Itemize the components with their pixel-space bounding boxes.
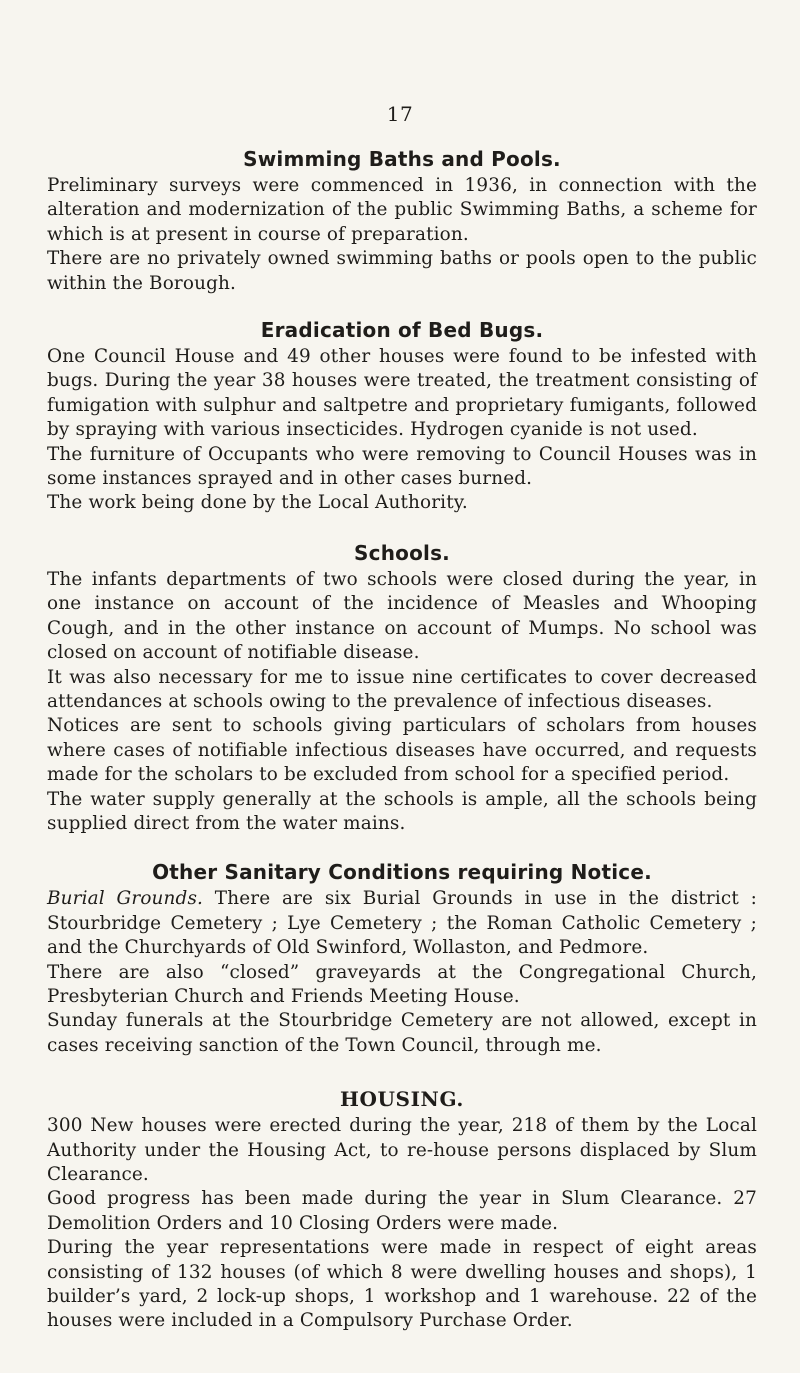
paragraph-bed-bugs-3: The work being done by the Local Authority. [47, 492, 468, 514]
paragraph-bed-bugs-2: The furniture of Occupants who were removing to Council Houses was in some instances sprayed and in other cases burned. [47, 443, 757, 490]
paragraph-swimming-2: There are no privately owned swimming baths or pools open to the public within the Borough. [47, 248, 757, 294]
paragraph-swimming-1: Preliminary surveys were commenced in 1936, in connection with the alteration and modernization of the public Swimming Baths, a scheme for which is at present in course of preparation. [47, 175, 757, 245]
section-swimming [47, 145, 757, 296]
section-title-housing: HOUSING. [340, 1087, 464, 1112]
paragraph-housing-1: 300 New houses were erected during the year, 218 of them by the Local Authority under the Housing Act, to re-house persons displaced by Slum Clearance. [47, 1115, 757, 1185]
paragraph-sanitary-2: There are also “closed” graveyards at the Congregational Church, Presbyterian Church and Friends Meeting House. [47, 961, 757, 1007]
section-bed-bugs [47, 316, 757, 516]
section-title-swimming: Swimming Baths and Pools. [243, 147, 561, 171]
section-schools [47, 539, 757, 836]
paragraph-bed-bugs-1: One Council House and 49 other houses were found to be infested with bugs. During the year 38 houses were treated, the treatment consisting of fumigation with sulphur and saltpetre and proprietary fumigants, followed by spraying with various insecticides. Hydrogen cyanide is not used. [47, 346, 757, 441]
section-title-bed-bugs: Eradication of Bed Bugs. [260, 318, 544, 343]
paragraph-housing-3: During the year representations were made in respect of eight areas consisting of 132 houses (of which 8 were dwelling houses and shops), 1 builder’s yard, 2 lock-up shops, 1 workshop and 1 warehouse. 22 of the houses were included in a Compulsory Purchase Order. [47, 1237, 757, 1332]
section-sanitary [47, 858, 757, 1058]
page-number: 17 [386, 102, 414, 126]
paragraph-sanitary-3: Sunday funerals at the Stourbridge Cemetery are not allowed, except in cases receiving sanction of the Town Council, through me. [47, 1010, 757, 1056]
paragraph-schools-2: It was also necessary for me to issue nine certificates to cover decreased attendances at schools owing to the prevalence of infectious diseases. [47, 666, 757, 712]
paragraph-housing-2: Good progress has been made during the year in Slum Clearance. 27 Demolition Orders and 10 Closing Orders were made. [47, 1188, 757, 1234]
paragraph-sanitary-1 [47, 887, 757, 960]
burial-grounds-text: There are six Burial Grounds in use in the district : Stourbridge Cemetery ; Lye Cemetery ; the Roman Catholic Cemetery ; and the Churchyards of Old Swinford, Wollaston, and Pedmore. [47, 888, 757, 959]
section-title-sanitary: Other Sanitary Conditions requiring Notice. [152, 860, 652, 885]
paragraph-schools-4: The water supply generally at the schools is ample, all the schools being supplied direct from the water mains. [47, 788, 757, 834]
section-housing [47, 1085, 757, 1334]
page-content [47, 145, 757, 1334]
section-title-schools: Schools. [354, 540, 450, 565]
paragraph-schools-1: The infants departments of two schools were closed during the year, in one instance on account of the incidence of Measles and Whooping Cough, and in the other instance on account of Mumps. No school was closed on account of notifiable disease. [47, 568, 757, 664]
paragraph-schools-3: Notices are sent to schools giving particulars of scholars from houses where cases of notifiable infectious diseases have occurred, and requests made for the scholars to be excluded from school for a specified period. [47, 715, 757, 786]
burial-grounds-label: Burial Grounds. [47, 888, 204, 910]
